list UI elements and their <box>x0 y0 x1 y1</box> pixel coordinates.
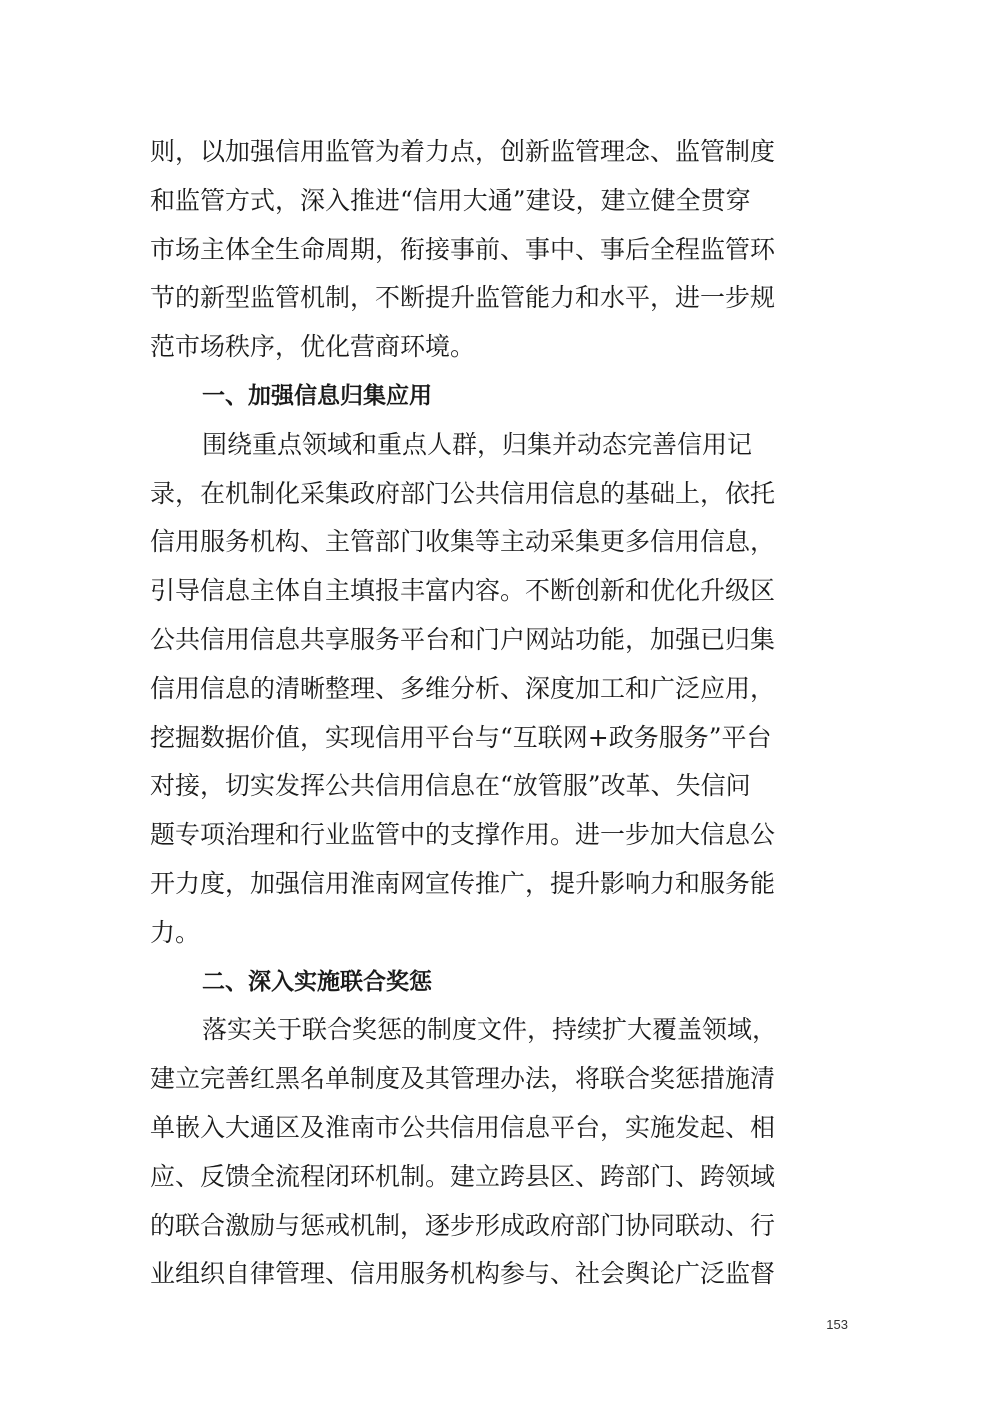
paragraph-line: 信用信息的清晰整理、多维分析、深度加工和广泛应用， <box>150 673 776 703</box>
section-heading: 二、深入实施联合奖惩 <box>202 968 432 995</box>
paragraph-line: 业组织自律管理、信用服务机构参与、社会舆论广泛监督 <box>150 1259 776 1289</box>
section-heading: 一、加强信息归集应用 <box>202 382 432 409</box>
paragraph-line: 范市场秩序，优化营商环境。 <box>150 332 476 362</box>
paragraph-line: 和监管方式，深入推进“信用大通”建设，建立健全贯穿 <box>150 185 751 215</box>
paragraph-line: 公共信用信息共享服务平台和门户网站功能，加强已归集 <box>150 624 776 654</box>
paragraph-line: 围绕重点领域和重点人群，归集并动态完善信用记 <box>202 429 753 459</box>
paragraph-line: 节的新型监管机制，不断提升监管能力和水平，进一步规 <box>150 283 776 313</box>
paragraph-line: 挖掘数据价值，实现信用平台与“互联网+政务服务”平台 <box>150 722 772 752</box>
paragraph-line: 落实关于联合奖惩的制度文件，持续扩大覆盖领域， <box>202 1015 778 1045</box>
paragraph-line: 应、反馈全流程闭环机制。建立跨县区、跨部门、跨领域 <box>150 1161 776 1191</box>
paragraph-line: 题专项治理和行业监管中的支撑作用。进一步加大信息公 <box>150 820 776 850</box>
page-body <box>150 128 840 1299</box>
paragraph-line: 信用服务机构、主管部门收集等主动采集更多信用信息， <box>150 527 776 557</box>
paragraph-line: 则，以加强信用监管为着力点，创新监管理念、监管制度 <box>150 137 776 166</box>
paragraph-line: 引导信息主体自主填报丰富内容。不断创新和优化升级区 <box>150 576 776 606</box>
paragraph-line: 的联合激励与惩戒机制，逐步形成政府部门协同联动、行 <box>150 1210 776 1240</box>
page-number: 153 <box>826 1317 848 1332</box>
paragraph-line: 开力度，加强信用淮南网宣传推广，提升影响力和服务能 <box>150 868 776 898</box>
paragraph-line: 力。 <box>150 917 201 947</box>
paragraph-line: 市场主体全生命周期，衔接事前、事中、事后全程监管环 <box>150 234 776 264</box>
paragraph-line: 录，在机制化采集政府部门公共信用信息的基础上，依托 <box>150 478 776 508</box>
paragraph-line: 建立完善红黑名单制度及其管理办法，将联合奖惩措施清 <box>150 1064 776 1094</box>
paragraph-line: 单嵌入大通区及淮南市公共信用信息平台，实施发起、相 <box>150 1112 776 1142</box>
paragraph-line: 对接，切实发挥公共信用信息在“放管服”改革、失信问 <box>150 771 751 801</box>
